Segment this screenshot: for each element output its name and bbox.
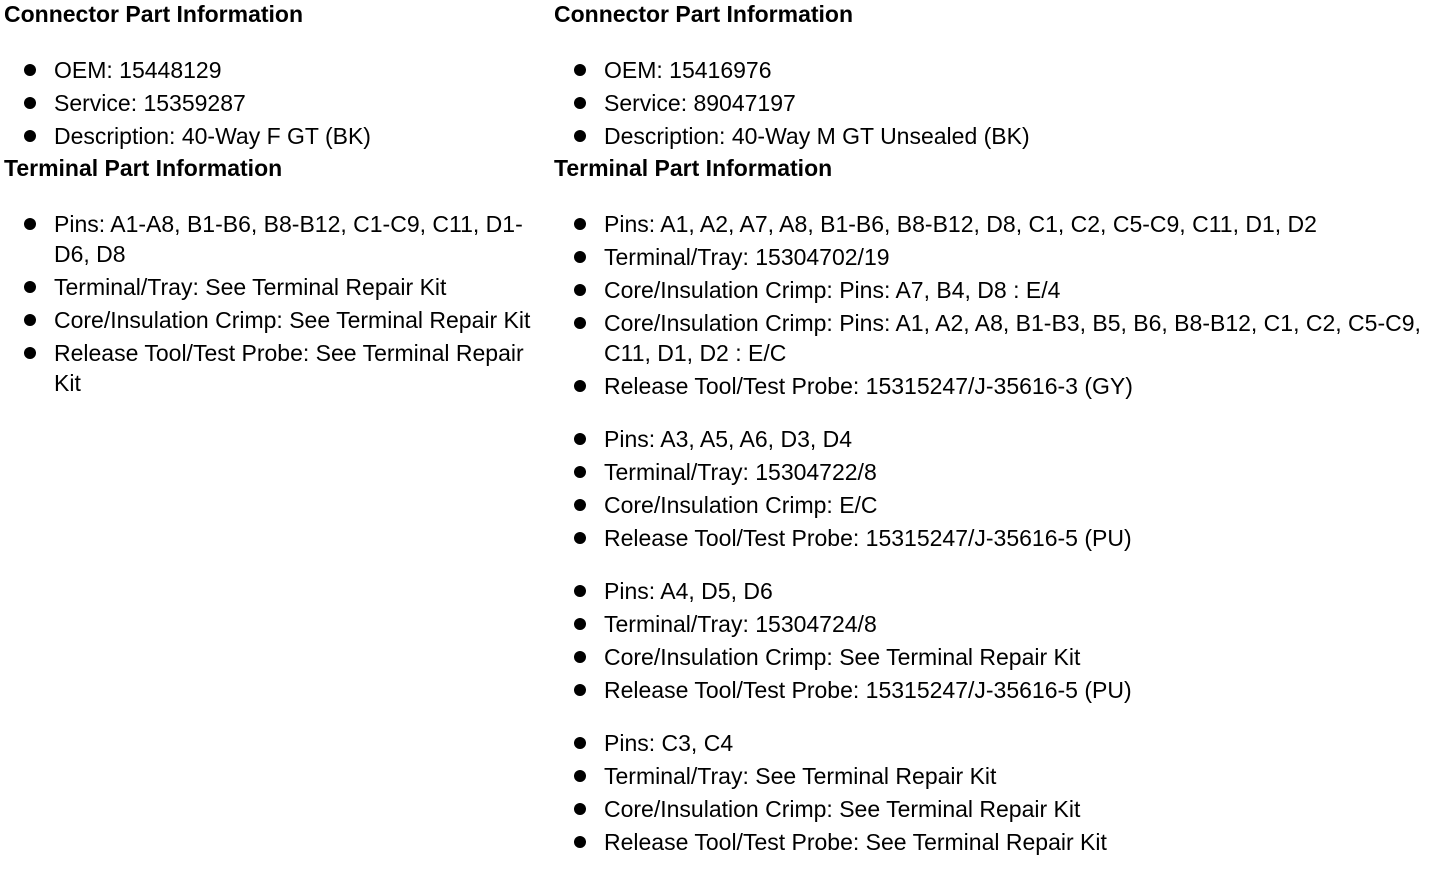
list-item-text: Pins: A3, A5, A6, D3, D4	[604, 426, 853, 452]
bullet-icon	[574, 433, 586, 445]
list-item	[554, 371, 1434, 401]
list-item-text: OEM: 15416976	[604, 57, 772, 83]
list-item-text: Service: 89047197	[604, 90, 796, 116]
right-column	[554, 0, 1434, 860]
list-item	[554, 642, 1434, 672]
bullet-icon	[24, 97, 36, 109]
bullet-icon	[574, 836, 586, 848]
list-item-text: Terminal/Tray: 15304724/8	[604, 611, 877, 637]
list-item	[554, 209, 1434, 239]
list-item-text: Terminal/Tray: See Terminal Repair Kit	[54, 274, 447, 300]
bullet-icon	[24, 218, 36, 230]
connector-list	[554, 55, 1434, 151]
list-item-text: Description: 40-Way F GT (BK)	[54, 123, 371, 149]
bullet-icon	[574, 218, 586, 230]
connector-heading: Connector Part Information	[554, 1, 854, 27]
terminal-heading: Terminal Part Information	[4, 155, 283, 181]
bullet-icon	[574, 803, 586, 815]
list-item-text: Pins: A1-A8, B1-B6, B8-B12, C1-C9, C11, D1-D6, D8	[54, 211, 523, 267]
list-item	[4, 209, 544, 269]
list-item-text: Core/Insulation Crimp: E/C	[604, 492, 878, 518]
bullet-icon	[24, 314, 36, 326]
list-item-text: Pins: A1, A2, A7, A8, B1-B6, B8-B12, D8, C1, C2, C5-C9, C11, D1, D2	[604, 211, 1317, 237]
bullet-icon	[574, 684, 586, 696]
bullet-icon	[574, 651, 586, 663]
list-item	[554, 728, 1434, 758]
terminal-group	[554, 209, 1434, 401]
bullet-icon	[574, 585, 586, 597]
list-item-text: Core/Insulation Crimp: Pins: A1, A2, A8, B1-B3, B5, B6, B8-B12, C1, C2, C5-C9, C11, D1, D2 : E/C	[604, 310, 1421, 366]
list-item	[554, 794, 1434, 824]
list-item-text: Terminal/Tray: See Terminal Repair Kit	[604, 763, 997, 789]
bullet-icon	[574, 284, 586, 296]
left-column	[4, 0, 544, 401]
list-item	[554, 609, 1434, 639]
terminal-group	[554, 728, 1434, 857]
terminal-group	[554, 576, 1434, 705]
list-item-text: OEM: 15448129	[54, 57, 222, 83]
bullet-icon	[574, 317, 586, 329]
list-item	[554, 827, 1434, 857]
list-item-text: Release Tool/Test Probe: 15315247/J-35616-3 (GY)	[604, 373, 1133, 399]
bullet-icon	[574, 737, 586, 749]
list-item	[4, 338, 544, 398]
list-item	[554, 675, 1434, 705]
terminal-heading: Terminal Part Information	[554, 155, 833, 181]
bullet-icon	[574, 499, 586, 511]
list-item-text: Core/Insulation Crimp: See Terminal Repair Kit	[54, 307, 531, 333]
list-item	[554, 457, 1434, 487]
bullet-icon	[24, 281, 36, 293]
list-item-text: Description: 40-Way M GT Unsealed (BK)	[604, 123, 1030, 149]
list-item	[554, 576, 1434, 606]
connector-list	[4, 55, 544, 151]
list-item-text: Core/Insulation Crimp: See Terminal Repair Kit	[604, 644, 1081, 670]
list-item	[4, 55, 544, 85]
list-item	[554, 88, 1434, 118]
bullet-icon	[574, 466, 586, 478]
bullet-icon	[24, 347, 36, 359]
list-item	[554, 55, 1434, 85]
list-item-text: Release Tool/Test Probe: See Terminal Repair Kit	[54, 340, 524, 396]
bullet-icon	[574, 532, 586, 544]
list-item-text: Service: 15359287	[54, 90, 246, 116]
list-item-text: Release Tool/Test Probe: 15315247/J-35616-5 (PU)	[604, 525, 1132, 551]
list-item	[554, 761, 1434, 791]
list-item-text: Release Tool/Test Probe: 15315247/J-35616-5 (PU)	[604, 677, 1132, 703]
list-item	[554, 523, 1434, 553]
list-item	[4, 272, 544, 302]
bullet-icon	[574, 618, 586, 630]
terminal-list	[4, 209, 544, 398]
list-item-text: Pins: C3, C4	[604, 730, 734, 756]
list-item	[554, 308, 1434, 368]
terminal-group	[554, 424, 1434, 553]
list-item-text: Core/Insulation Crimp: Pins: A7, B4, D8 : E/4	[604, 277, 1061, 303]
bullet-icon	[24, 130, 36, 142]
list-item	[554, 121, 1434, 151]
bullet-icon	[574, 97, 586, 109]
bullet-icon	[574, 770, 586, 782]
list-item-text: Release Tool/Test Probe: See Terminal Repair Kit	[604, 829, 1107, 855]
list-item	[4, 88, 544, 118]
bullet-icon	[574, 251, 586, 263]
list-item	[4, 121, 544, 151]
bullet-icon	[574, 130, 586, 142]
connector-heading: Connector Part Information	[4, 1, 304, 27]
bullet-icon	[574, 380, 586, 392]
terminal-groups	[554, 209, 1434, 857]
list-item	[554, 424, 1434, 454]
bullet-icon	[24, 64, 36, 76]
list-item	[4, 305, 544, 335]
list-item-text: Pins: A4, D5, D6	[604, 578, 773, 604]
list-item-text: Terminal/Tray: 15304722/8	[604, 459, 877, 485]
list-item	[554, 242, 1434, 272]
list-item-text: Terminal/Tray: 15304702/19	[604, 244, 890, 270]
bullet-icon	[574, 64, 586, 76]
list-item	[554, 275, 1434, 305]
list-item	[554, 490, 1434, 520]
list-item-text: Core/Insulation Crimp: See Terminal Repair Kit	[604, 796, 1081, 822]
